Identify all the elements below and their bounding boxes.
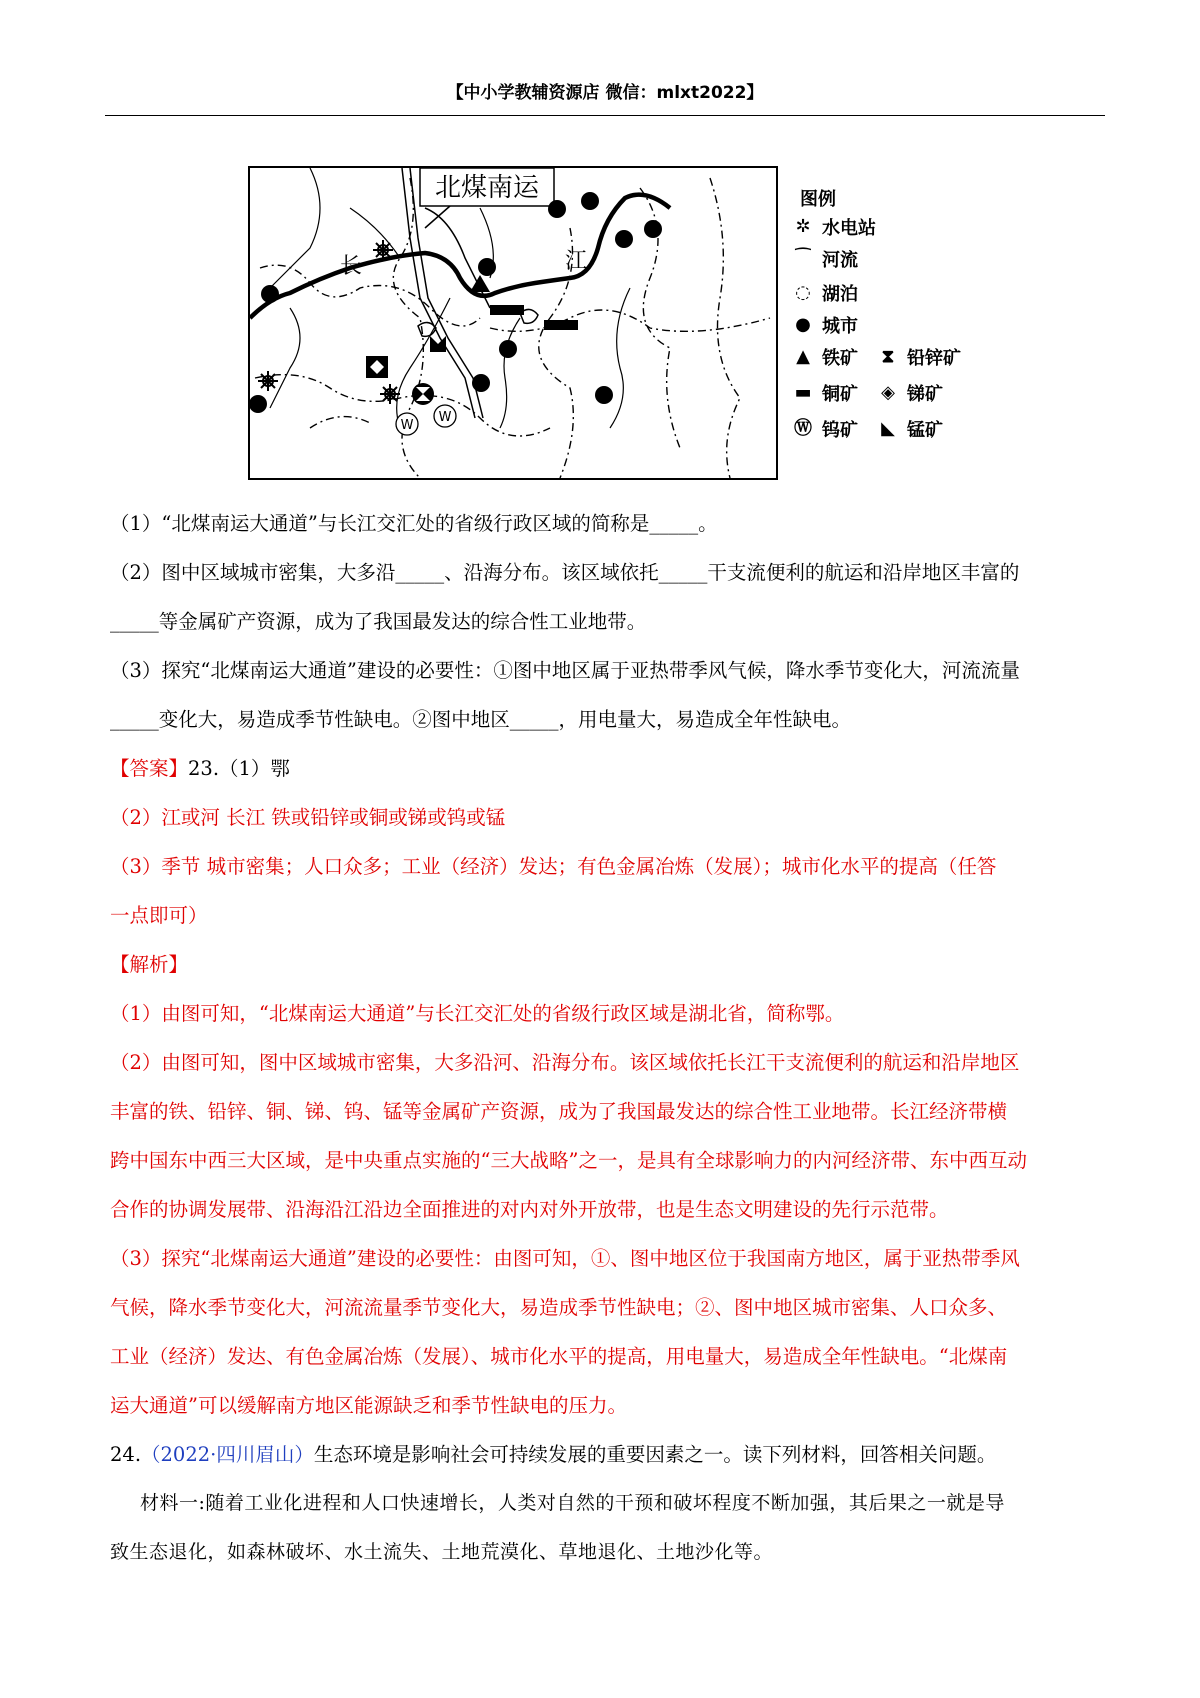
admin-boundaries <box>255 178 770 478</box>
legend-row-city <box>790 311 858 339</box>
question-3-line1: （3）探究“北煤南运大通道”建设的必要性：①图中地区属于亚热带季风气候，降水季节变化大，河流流量 <box>110 659 1020 682</box>
analysis-3-line1: （3）探究“北煤南运大通道”建设的必要性：由图可知，①、图中地区位于我国南方地区，属于亚热带季风 <box>110 1247 1020 1270</box>
legend-row-lake <box>790 279 858 307</box>
legend-label: 水电站 <box>822 218 876 239</box>
analysis-2-line1: （2）由图可知，图中区域城市密集，大多沿河、沿海分布。该区域依托长江干支流便利的航运和沿岸地区 <box>110 1051 1020 1074</box>
map-figure <box>248 166 778 480</box>
question-2-line2: _____等金属矿产资源，成为了我国最发达的综合性工业地带。 <box>110 610 647 633</box>
cities <box>250 192 662 413</box>
hydro-icon <box>258 371 278 391</box>
question-number: 24. <box>110 1443 142 1466</box>
tungsten-mine-icon <box>396 413 418 435</box>
map-legend <box>790 185 980 475</box>
city-marker <box>595 386 613 404</box>
analysis-label: 【解析】 <box>110 953 189 976</box>
material-1-line1: 材料一:随着工业化进程和人口快速增长，人类对自然的干预和破坏程度不断加强，其后果之一就是导 <box>140 1492 1005 1514</box>
city-marker <box>250 395 267 413</box>
legend-row-antimony <box>875 379 943 407</box>
question-2-line1: （2）图中区域城市密集，大多沿_____、沿海分布。该区域依托_____干支流便利的航运和沿岸地区丰富的 <box>110 561 1020 584</box>
analysis-3-line4: 运大通道”可以缓解南方地区能源缺乏和季节性缺电的压力。 <box>110 1394 627 1417</box>
city-marker <box>581 192 599 210</box>
header-divider <box>105 115 1105 116</box>
city-marker <box>644 220 662 238</box>
question-stem: 生态环境是影响社会可持续发展的重要因素之一。读下列材料，回答相关问题。 <box>313 1443 997 1466</box>
river-icon: ⁀ <box>795 248 811 269</box>
yangtze-map <box>250 168 778 480</box>
city-marker <box>478 258 496 276</box>
yangtze-river <box>250 195 670 318</box>
city-marker <box>472 374 490 392</box>
question-3-line2: _____变化大，易造成季节性缺电。②图中地区_____，用电量大，易造成全年性缺电。 <box>110 708 852 731</box>
legend-label: 城市 <box>822 316 858 337</box>
antimony-mine-icon <box>366 356 388 378</box>
question-source: （2022·四川眉山） <box>141 1443 314 1466</box>
analysis-1: （1）由图可知，“北煤南运大通道”与长江交汇处的省级行政区域是湖北省，简称鄂。 <box>110 1002 845 1025</box>
legend-row-copper <box>790 379 858 407</box>
lake-icon: ◌ <box>795 282 811 303</box>
question-1: （1）“北煤南运大通道”与长江交汇处的省级行政区域的简称是_____。 <box>110 512 718 535</box>
manganese-mine-icon <box>430 336 446 352</box>
analysis-3-line3: 工业（经济）发达、有色金属冶炼（发展）、城市化水平的提高，用电量大，易造成全年性缺电。“北煤南 <box>110 1345 1008 1368</box>
answer-3-line2: 一点即可） <box>110 904 208 927</box>
tungsten-icon: Ⓦ <box>794 418 812 439</box>
answer-label: 【答案】 <box>110 757 189 780</box>
page-header: 【中小学教辅资源店 微信：mlxt2022】 <box>446 83 764 103</box>
analysis-2-line3: 跨中国东中西三大区域，是中央重点实施的“三大战略”之一，是具有全球影响力的内河经济带、东中西互动 <box>110 1149 1027 1172</box>
hydro-icon <box>380 384 400 404</box>
legend-label: 锰矿 <box>907 420 943 441</box>
answer-1: 23.（1）鄂 <box>188 757 290 780</box>
legend-label: 河流 <box>822 250 858 271</box>
lead-zinc-icon: ⧗ <box>881 346 895 367</box>
tungsten-mine-icon <box>434 405 456 427</box>
legend-row-manganese <box>875 415 943 443</box>
hydro-icon <box>373 240 393 260</box>
material-1-line2: 致生态退化，如森林破坏、水土流失、土地荒漠化、草地退化、土地沙化等。 <box>110 1541 774 1563</box>
river-char-jiang: 江 <box>565 249 588 274</box>
answer-line-1 <box>110 744 1110 793</box>
city-icon: ● <box>795 314 811 335</box>
lake-icon <box>520 309 538 323</box>
legend-row-iron <box>790 343 858 371</box>
legend-label: 湖泊 <box>822 284 858 305</box>
legend-label: 铁矿 <box>822 348 858 369</box>
legend-row-leadzinc <box>875 343 961 371</box>
legend-row-river <box>790 245 858 273</box>
legend-row-hydro <box>790 213 876 241</box>
legend-label: 铅锌矿 <box>907 348 961 369</box>
answer-2: （2）江或河 长江 铁或铅锌或铜或锑或钨或锰 <box>110 806 506 829</box>
answer-3-line1: （3）季节 城市密集；人口众多；工业（经济）发达；有色金属冶炼（发展）；城市化水平的提高（任答 <box>110 855 997 878</box>
legend-row-tungsten <box>790 415 858 443</box>
river-char-chang: 长 <box>340 254 363 279</box>
city-marker <box>615 230 633 248</box>
antimony-icon: ◈ <box>881 382 895 403</box>
legend-label: 钨矿 <box>822 420 858 441</box>
analysis-2-line4: 合作的协调发展带、沿海沿江沿边全面推进的对内对外开放带，也是生态文明建设的先行示范带。 <box>110 1198 949 1221</box>
city-marker <box>261 285 279 303</box>
iron-icon: ▲ <box>796 346 810 367</box>
banner-label: 北煤南运 <box>434 173 540 203</box>
tributaries <box>270 168 630 428</box>
svg-text:W: W <box>400 418 414 433</box>
copper-mine-icon <box>490 305 524 315</box>
city-marker <box>499 340 517 358</box>
copper-icon: ▬ <box>794 382 812 403</box>
legend-label: 铜矿 <box>822 384 858 405</box>
lead-zinc-mine-icon <box>412 383 434 405</box>
copper-mine-icon <box>544 320 578 330</box>
hydro-icon: ✲ <box>795 216 811 237</box>
analysis-2-line2: 丰富的铁、铅锌、铜、锑、钨、锰等金属矿产资源，成为了我国最发达的综合性工业地带。长江经济带横 <box>110 1100 1008 1123</box>
city-marker <box>548 200 566 218</box>
analysis-3-line2: 气候，降水季节变化大，河流流量季节变化大，易造成季节性缺电；②、图中地区城市密集、人口众多、 <box>110 1296 1008 1319</box>
legend-label: 锑矿 <box>907 384 943 405</box>
question-24 <box>110 1430 1110 1479</box>
svg-text:W: W <box>438 410 452 425</box>
iron-mine-icon <box>470 275 490 292</box>
legend-title: 图例 <box>800 189 836 210</box>
manganese-icon: ◣ <box>881 418 895 439</box>
